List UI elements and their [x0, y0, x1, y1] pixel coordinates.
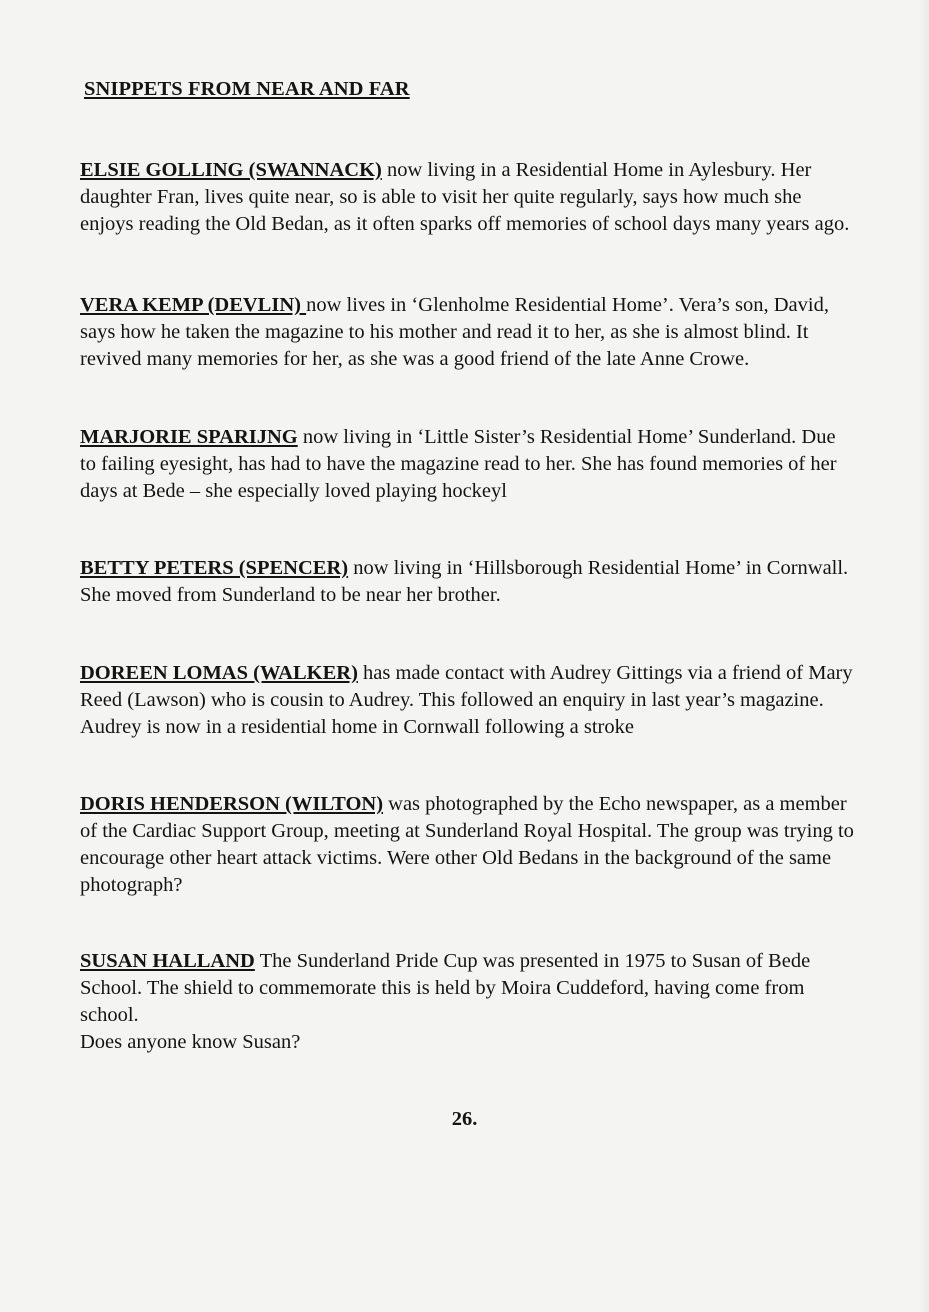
- snippet-marjorie-sparijng: [80, 424, 855, 505]
- snippet-text: now lives in ‘Glenholme Residential Home’. Vera’s son, David, says how he taken the magazine to his mother and read it to her, as she is almost blind. It revived many memories for her, as she was a good friend of the late Anne Crowe.: [80, 294, 829, 370]
- snippet-betty-peters: [80, 555, 855, 609]
- snippet-doreen-lomas: [80, 660, 855, 741]
- page-title: SNIPPETS FROM NEAR AND FAR: [84, 78, 410, 100]
- snippet-doris-henderson: [80, 791, 855, 899]
- snippet-name: DORIS HENDERSON (WILTON): [80, 793, 384, 815]
- snippet-text: was photographed by the Echo newspaper, as a member of the Cardiac Support Group, meeting at Sunderland Royal Hospital. The group was trying to encourage other heart attack victims. Were other Old Bedans in the background of the same photograph?: [80, 793, 854, 896]
- snippet-name: MARJORIE SPARIJNG: [80, 426, 298, 448]
- page-edge-shadow: [919, 0, 929, 1312]
- snippet-name: VERA KEMP (DEVLIN): [80, 294, 307, 316]
- snippet-vera-kemp: [80, 292, 855, 373]
- snippet-elsie-golling: [80, 157, 855, 238]
- page-number: 26.: [451, 1108, 478, 1130]
- snippet-name: DOREEN LOMAS (WALKER): [80, 662, 358, 684]
- snippet-text: has made contact with Audrey Gittings via a friend of Mary Reed (Lawson) who is cousin to Audrey. This followed an enquiry in last year’s magazine. Audrey is now in a residential home in Cornwall following a stroke: [80, 662, 853, 738]
- snippet-name: ELSIE GOLLING (SWANNACK): [80, 159, 382, 181]
- snippet-name: BETTY PETERS (SPENCER): [80, 557, 349, 579]
- snippet-text: now living in a Residential Home in Aylesbury. Her daughter Fran, lives quite near, so is able to visit her quite regularly, says how much she enjoys reading the Old Bedan, as it often sparks off memories of school days many years ago.: [80, 159, 850, 235]
- snippet-name: SUSAN HALLAND: [80, 950, 255, 972]
- snippet-text: now living in ‘Hillsborough Residential Home’ in Cornwall. She moved from Sunderland to be near her brother.: [80, 557, 849, 606]
- snippet-question: Does anyone know Susan?: [80, 1031, 301, 1053]
- snippet-susan-halland: [80, 948, 855, 1056]
- snippet-text: now living in ‘Little Sister’s Residential Home’ Sunderland. Due to failing eyesight, has had to have the magazine read to her. She has found memories of her days at Bede – she especially loved playing hockeyl: [80, 426, 837, 502]
- snippet-text: The Sunderland Pride Cup was presented in 1975 to Susan of Bede School. The shield to commemorate this is held by Moira Cuddeford, having come from school.: [80, 950, 811, 1026]
